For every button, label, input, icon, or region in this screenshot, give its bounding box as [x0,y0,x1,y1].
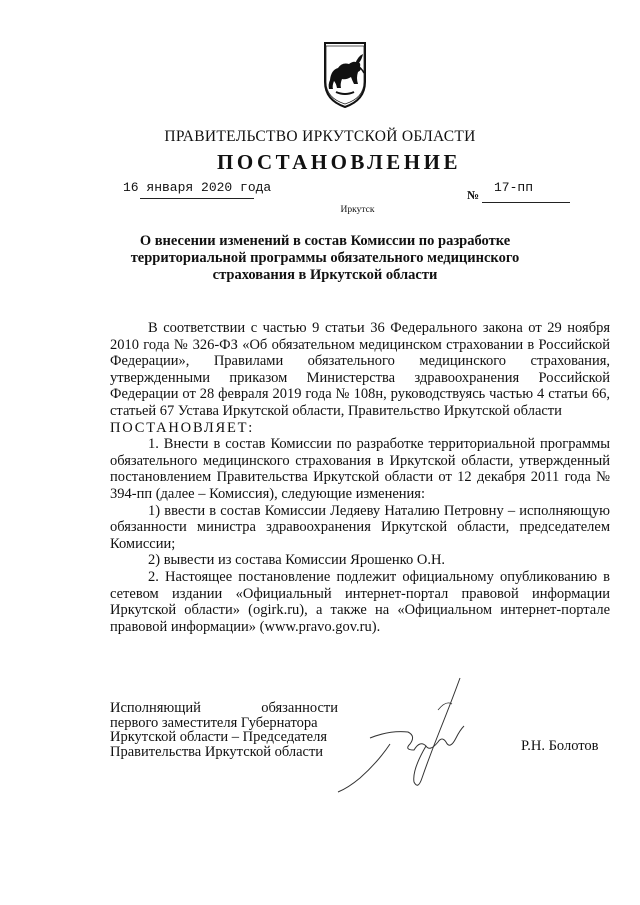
government-name: ПРАВИТЕЛЬСТВО ИРКУТСКОЙ ОБЛАСТИ [164,128,476,145]
signatory-name: Р.Н. Болотов [521,738,599,754]
date-underline [140,198,254,199]
item-1: 1. Внести в состав Комиссии по разработке территориальной программы обязательного медицинского страхования в Иркутской области, утвержденный постановлением Правительства Иркутской области от 12 декабря 2011 года № 394-пп (далее – Комиссия), следующие изменения: [110,436,610,502]
item-1-2: 2) вывести из состава Комиссии Ярошенко О.Н. [148,552,446,569]
document-number: 17-пп [494,180,534,195]
signatory-line2: первого заместителя Губернатора [110,714,318,731]
preamble: В соответствии с частью 9 статьи 36 Федерального закона от 29 ноября 2010 года № 326-ФЗ «Об обязательном медицинском страховании в Российской Федерации», Правилами обязательного медицинского страхования, утвержденными приказом Министерства здравоохранения Российской Федерации от 28 февраля 2019 года № 108н, руководствуясь частью 4 статьи 66, статьей 67 Устава Иркутской области, Правительство Иркутской области [110,320,610,419]
signatory-line4: Правительства Иркутской области [110,743,324,760]
decree-word: ПОСТАНОВЛЯЕТ: [110,419,255,436]
document-date: 16 января 2020 года [123,180,272,195]
signatory-line1-b: обязанности [261,700,338,716]
number-sign: № [467,188,480,202]
handwritten-signature-icon [330,670,500,800]
item-2: 2. Настоящее постановление подлежит официальному опубликованию в сетевом издании «Официальный интернет-портал правовой информации Иркутской области» (ogirk.ru), а также на «Официальном интернет-портале правовой информации» (www.pravo.gov.ru). [110,568,610,635]
document-type: ПОСТАНОВЛЕНИЕ [217,150,461,174]
signatory-line3: Иркутской области – Председателя [110,729,327,745]
signatory-title [110,701,340,759]
document-title: О внесении изменений в состав Комиссии по разработке территориальной программы обязательного медицинского страхования в Иркутской области [130,233,520,283]
item-1-1: 1) ввести в состав Комиссии Ледяеву Наталию Петровну – исполняющую обязанности министра здравоохранения Иркутской области, председателем Комиссии; [110,502,610,552]
signatory-line1-a: Исполняющий [110,700,201,716]
coat-of-arms-icon [322,40,368,110]
number-underline [482,202,570,203]
city: Иркутск [340,205,375,215]
document-body [110,320,610,635]
